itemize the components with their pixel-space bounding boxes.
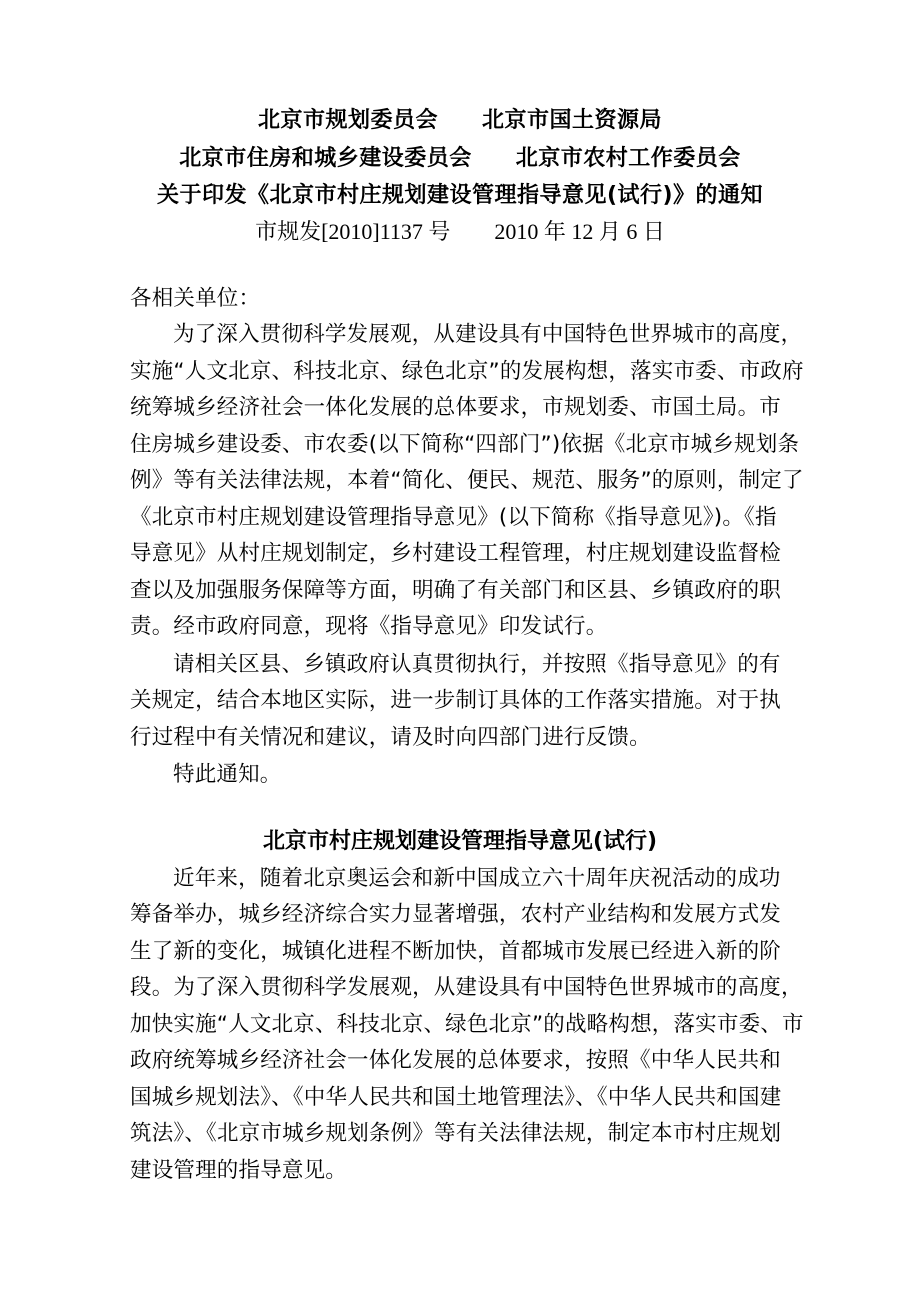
notice-p2-line: 关规定，结合本地区实际，进一步制订具体的工作落实措施。对于执 (130, 688, 782, 713)
guideline-title: 北京市村庄规划建设管理指导意见(试行) (262, 829, 658, 854)
guideline-p1-line: 生了新的变化，城镇化进程不断加快，首都城市发展已经进入新的阶 (130, 939, 782, 964)
guideline-p1-line: 国城乡规划法》、《中华人民共和国土地管理法》、《中华人民共和国建 (130, 1085, 782, 1110)
guideline-p1-line: 政府统筹城乡经济社会一体化发展的总体要求，按照《中华人民共和 (130, 1048, 782, 1073)
notice-p2-line: 行过程中有关情况和建议，请及时向四部门进行反馈。 (130, 725, 651, 750)
guideline-p1-line: 建设管理的指导意见。 (130, 1158, 348, 1183)
guideline-p1-line: 筹备举办，城乡经济综合实力显著增强，农村产业结构和发展方式发 (130, 902, 782, 927)
salutation: 各相关单位： (130, 286, 261, 311)
notice-p1-line: 查以及加强服务保障等方面，明确了有关部门和区县、乡镇政府的职 (130, 578, 782, 603)
issuer-planning-commission: 北京市规划委员会 (257, 108, 438, 133)
notice-title: 关于印发《北京市村庄规划建设管理指导意见(试行)》的通知 (156, 183, 764, 208)
notice-p1-line: 为了深入贯彻科学发展观，从建设具有中国特色世界城市的高度， (173, 322, 803, 347)
notice-p1-line: 统筹城乡经济社会一体化发展的总体要求，市规划委、市国土局。市 (130, 395, 782, 420)
issuers-line-2 (0, 144, 920, 174)
notice-p1-line: 责。经市政府同意，现将《指导意见》印发试行。 (130, 614, 608, 639)
guideline-p1-line: 段。为了深入贯彻科学发展观，从建设具有中国特色世界城市的高度， (130, 975, 803, 1000)
doc-date: 2010 年 12 月 6 日 (494, 219, 665, 244)
guideline-p1-line: 加快实施“人文北京、科技北京、绿色北京”的战略构想，落实市委、市 (130, 1012, 804, 1037)
notice-p1-line: 导意见》从村庄规划制定，乡村建设工程管理，村庄规划建设监督检 (130, 541, 782, 566)
notice-p1-line: 《北京市村庄规划建设管理指导意见》(以下简称《指导意见》)。《指 (130, 505, 777, 530)
notice-closing: 特此通知。 (173, 762, 282, 787)
issuer-housing-commission: 北京市住房和城乡建设委员会 (179, 146, 472, 171)
doc-number: 市规发[2010]1137 号 (255, 219, 451, 244)
issuers-line-1 (0, 106, 920, 136)
notice-p1-line: 实施“人文北京、科技北京、绿色北京”的发展构想，落实市委、市政府 (130, 359, 804, 384)
doc-number-line (0, 217, 920, 247)
notice-p2-line: 请相关区县、乡镇政府认真贯彻执行，并按照《指导意见》的有 (173, 652, 781, 677)
issuer-rural-work-commission: 北京市农村工作委员会 (515, 146, 741, 171)
notice-p1-line: 例》等有关法律法规，本着“简化、便民、规范、服务”的原则，制定了 (130, 468, 804, 493)
guideline-p1-line: 筑法》、《北京市城乡规划条例》等有关法律法规，制定本市村庄规划 (130, 1121, 782, 1146)
notice-p1-line: 住房城乡建设委、市农委(以下简称“四部门”)依据《北京市城乡规划条 (130, 432, 800, 457)
guideline-p1-line: 近年来，随着北京奥运会和新中国成立六十周年庆祝活动的成功 (173, 866, 781, 891)
issuer-land-resources-bureau: 北京市国土资源局 (482, 108, 663, 133)
